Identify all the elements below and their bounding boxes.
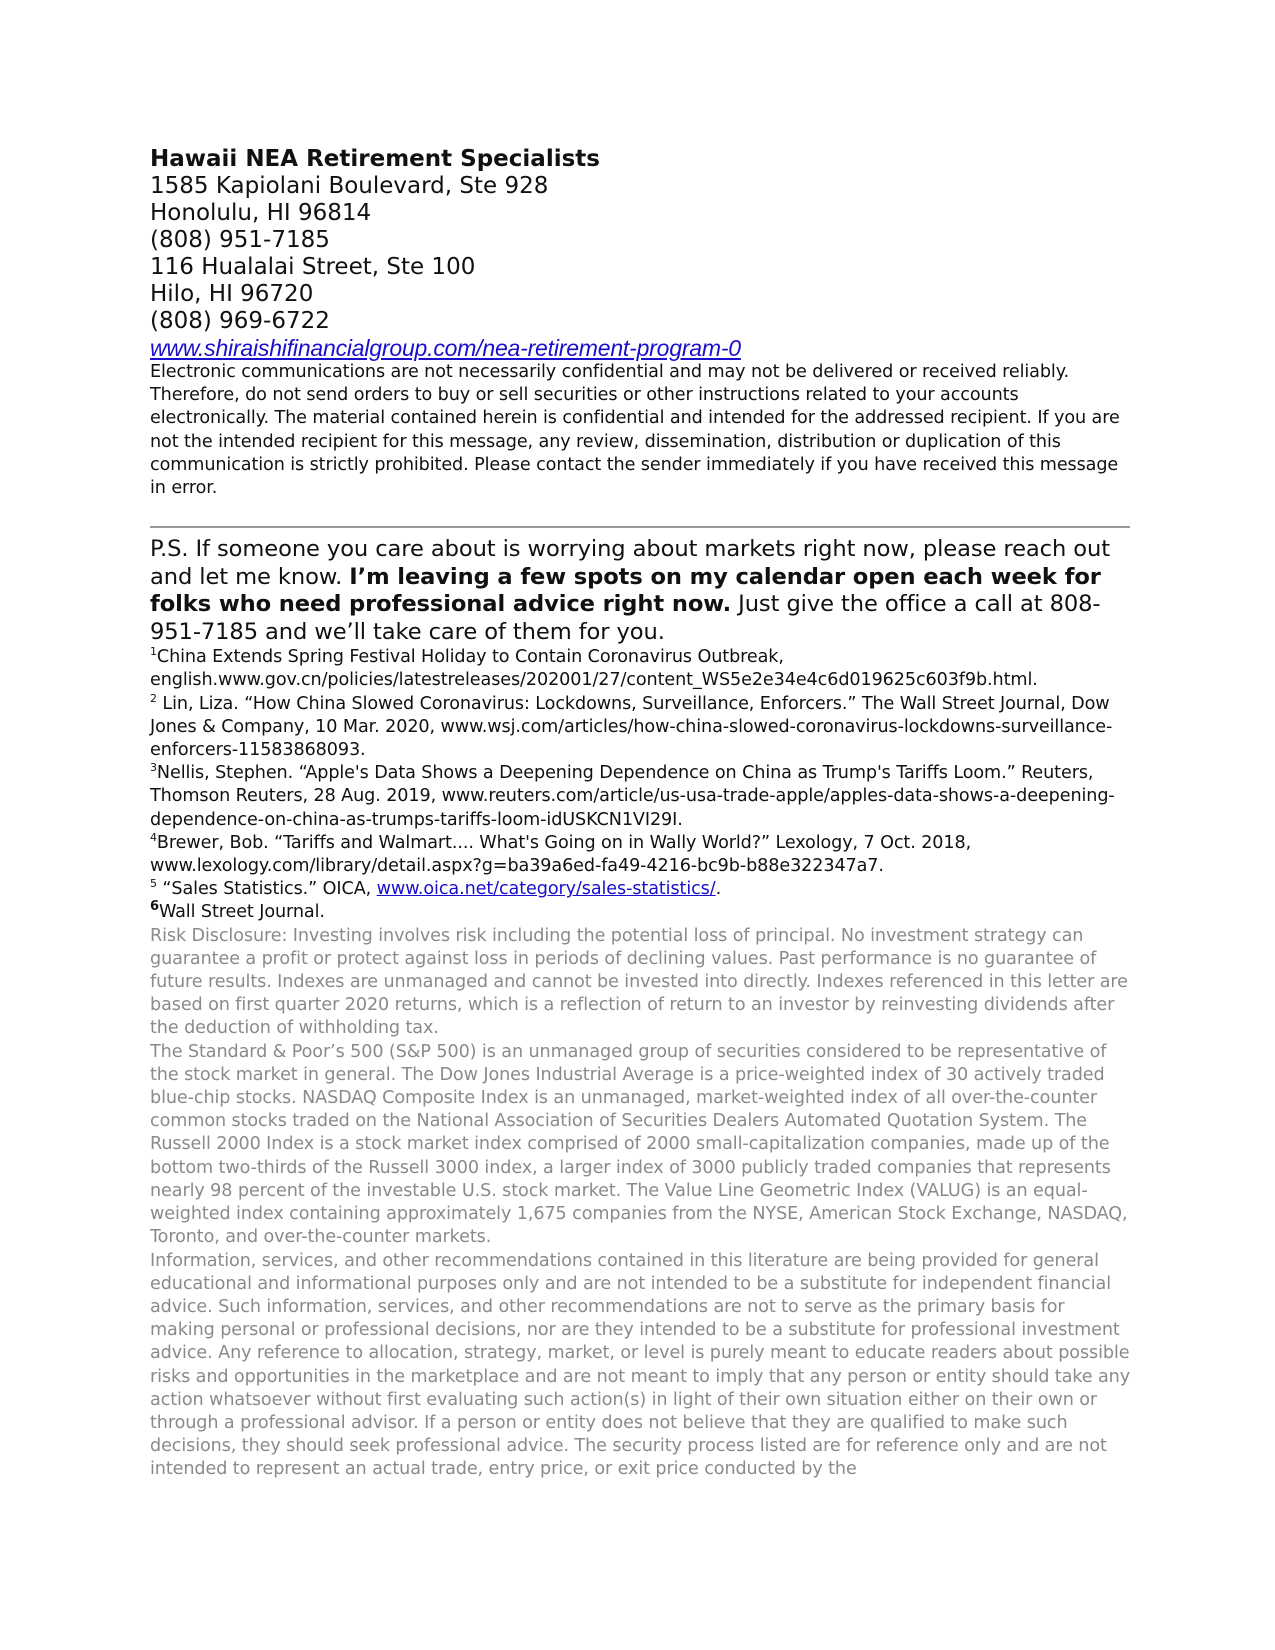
footnotes	[150, 646, 1130, 924]
information-disclosure: Information, services, and other recommendations contained in this literature are being provided for general educational and informational purposes only and are not intended to be a substitute for independent financial advice. Such information, services, and other recommendations are not to serve as the primary basis for making personal or professional decisions, nor are they intended to be a substitute for professional investment advice. Any reference to allocation, strategy, market, or level is purely meant to educate readers about possible risks and opportunities in the marketplace and are not meant to imply that any person or entity should take any action whatsoever without first evaluating such action(s) in light of their own situation either on their own or through a professional advisor. If a person or entity does not believe that they are qualified to make such decisions, they should seek professional advice. The security process listed are for reference only and are not intended to represent an actual trade, entry price, or exit price conducted by the	[150, 1250, 1131, 1480]
footnote-text: China Extends Spring Festival Holiday to Contain Coronavirus Outbreak, english.www.gov.cn/policies/latestreleases/202001/27/content_WS5e2e34e4c6d019625c603f9b.html.	[150, 647, 1038, 691]
org-name: Hawaii NEA Retirement Specialists	[150, 146, 600, 172]
footnote-6	[150, 901, 1130, 924]
content-column	[150, 146, 1130, 1482]
footnote-text: Brewer, Bob. “Tariffs and Walmart.... What's Going on in Wally World?” Lexology, 7 Oct. 2018, www.lexology.com/library/detail.aspx?g=ba39a6ed-fa49-4216-bc9b-b88e322347a7.	[150, 832, 972, 877]
website-link[interactable]: www.shiraishifinancialgroup.com/nea-retirement-program-0	[150, 335, 741, 361]
footnote-4	[150, 832, 1130, 878]
contact-block	[150, 146, 1130, 361]
address2-phone: (808) 969-6722	[150, 308, 330, 334]
oica-link[interactable]: www.oica.net/category/sales-statistics/	[376, 879, 716, 900]
footnote-number: 3	[150, 761, 157, 775]
address2-street: 116 Hualalai Street, Ste 100	[150, 254, 476, 280]
address2-city: Hilo, HI 96720	[150, 281, 314, 307]
footnote-number: 4	[150, 830, 157, 844]
postscript-intro: P.S. If someone you care about is worrying about markets right now, please reach out and let me know.	[150, 536, 1110, 590]
footnote-1	[150, 646, 1130, 692]
postscript-outro: Just give the office a call at 808-951-7185 and we’ll take care of them for you.	[150, 591, 1101, 645]
postscript-bold: I’m leaving a few spots on my calendar open each week for folks who need professional advice right now.	[150, 563, 1101, 618]
address1-street: 1585 Kapiolani Boulevard, Ste 928	[150, 173, 549, 199]
address1-phone: (808) 951-7185	[150, 227, 330, 253]
footnote-text-end: .	[715, 879, 722, 900]
disclosures	[150, 925, 1130, 1482]
footnote-number: 1	[150, 645, 157, 659]
footnote-number: 5	[150, 877, 157, 891]
footnote-text: Lin, Liza. “How China Slowed Coronavirus: Lockdowns, Surveillance, Enforcers.” The Wall Street Journal, Dow Jones & Company, 10 Mar. 2020, www.wsj.com/articles/how-china-slowed-coronavirus-lockdowns-surveillance-enforcers-11583868093.	[150, 693, 1113, 761]
section-divider	[150, 526, 1130, 528]
footnote-number: 6	[150, 899, 159, 915]
confidentiality-notice: Electronic communications are not necessarily confidential and may not be delivered or received reliably. Therefore, do not send orders to buy or sell securities or other instructions related to your accounts electronically. The material contained herein is confidential and intended for the addressed recipient. If you are not the intended recipient for this message, any review, dissemination, distribution or duplication of this communication is strictly prohibited. Please contact the sender immediately if you have received this message in error.	[150, 362, 1120, 499]
footnote-number: 2	[150, 691, 157, 705]
footnote-2	[150, 693, 1130, 763]
footnote-text: “Sales Statistics.” OICA,	[162, 879, 377, 900]
footnote-5	[150, 878, 1130, 901]
index-disclosure: The Standard & Poor’s 500 (S&P 500) is an unmanaged group of securities considered to be representative of the stock market in general. The Dow Jones Industrial Average is a price-weighted index of 30 actively traded blue-chip stocks. NASDAQ Composite Index is an unmanaged, market-weighted index of all over-the-counter common stocks traded on the National Association of Securities Dealers Automated Quotation System. The Russell 2000 Index is a stock market index comprised of 2000 small-capitalization companies, made up of the bottom two-thirds of the Russell 3000 index, a larger index of 3000 publicly traded companies that represents nearly 98 percent of the investable U.S. stock market. The Value Line Geometric Index (VALUG) is an equal-weighted index containing approximately 1,675 companies from the NYSE, American Stock Exchange, NASDAQ, Toronto, and over-the-counter markets.	[150, 1041, 1128, 1248]
footnote-3	[150, 762, 1130, 832]
footnote-text: Wall Street Journal.	[158, 902, 325, 923]
footnote-text: Nellis, Stephen. “Apple's Data Shows a Deepening Dependence on China as Trump's Tariffs Loom.” Reuters, Thomson Reuters, 28 Aug. 2019, www.reuters.com/article/us-usa-trade-apple/apples-data-shows-a-deepening-dependence-on-china-as-trumps-tariffs-loom-idUSKCN1VI29I.	[150, 763, 1115, 830]
postscript	[150, 536, 1130, 646]
address1-city: Honolulu, HI 96814	[150, 200, 372, 226]
risk-disclosure: Risk Disclosure: Investing involves risk including the potential loss of principal. No investment strategy can guarantee a profit or protect against loss in periods of declining values. Past performance is no guarantee of future results. Indexes are unmanaged and cannot be invested into directly. Indexes referenced in this letter are based on first quarter 2020 returns, which is a reflection of return to an investor by reinvesting dividends after the deduction of withholding tax.	[150, 925, 1128, 1039]
